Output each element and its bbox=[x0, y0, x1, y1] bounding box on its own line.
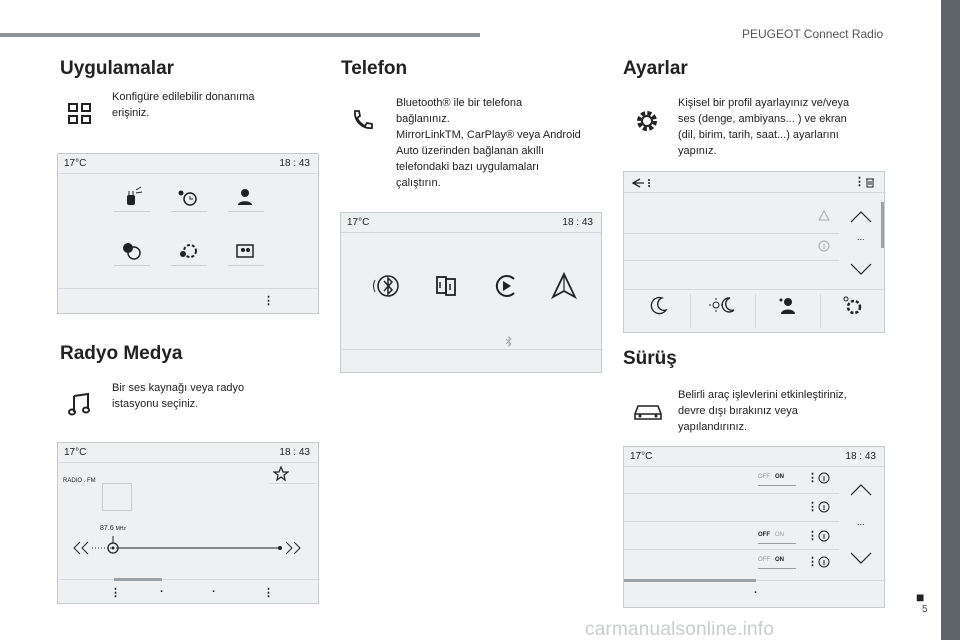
driving-title: Sürüş bbox=[623, 348, 677, 369]
app-tile-timer[interactable] bbox=[171, 184, 207, 212]
frequency-slider[interactable] bbox=[68, 533, 308, 563]
app-tile-user[interactable] bbox=[228, 184, 264, 212]
warning-icon bbox=[818, 210, 830, 222]
watermark: carmanualsonline.info bbox=[585, 619, 775, 640]
settings-screen bbox=[623, 171, 885, 333]
trash-icon[interactable] bbox=[864, 176, 876, 188]
chevron-up-icon[interactable] bbox=[850, 210, 872, 224]
phone-icon bbox=[350, 108, 374, 132]
more-menu-icon[interactable]: ⋮ bbox=[854, 176, 865, 188]
timer-icon bbox=[171, 184, 207, 210]
app-tile-plug[interactable] bbox=[114, 184, 150, 212]
header-title: PEUGEOT Connect Radio bbox=[742, 27, 884, 41]
radio-description: Bir ses kaynağı veya radyo istasyonu seçiniz. bbox=[112, 382, 245, 410]
android-auto-icon[interactable] bbox=[549, 271, 579, 301]
more-menu-icon[interactable]: ⋮ bbox=[807, 472, 818, 484]
gear-icon bbox=[171, 238, 207, 264]
section-marker: ■ bbox=[916, 589, 925, 605]
status-bar: 17°C 18 : 43 bbox=[58, 154, 318, 174]
plug-icon bbox=[114, 184, 150, 210]
toggle-off-on[interactable]: OFF ON bbox=[758, 532, 785, 538]
mirrorlink-icon[interactable] bbox=[431, 271, 461, 301]
more-menu-icon[interactable]: ⋮ bbox=[807, 556, 818, 568]
nav-dot[interactable]: · bbox=[160, 586, 164, 598]
info-icon[interactable] bbox=[818, 530, 830, 542]
side-tab bbox=[941, 0, 960, 640]
music-note-icon bbox=[68, 392, 92, 416]
night-mode-icon[interactable] bbox=[648, 294, 670, 316]
phone-title: Telefon bbox=[341, 58, 408, 79]
more-menu-icon[interactable]: ⋮ bbox=[807, 501, 818, 513]
scrollbar[interactable] bbox=[881, 202, 884, 248]
more-menu-icon[interactable]: ⋮ bbox=[263, 587, 274, 599]
radio-source: RADIO . FM bbox=[63, 478, 96, 484]
toggle-off-on[interactable]: OFF ON bbox=[758, 557, 785, 563]
nav-dot[interactable]: · bbox=[754, 587, 758, 599]
profile-icon[interactable] bbox=[776, 294, 798, 316]
bluetooth-icon[interactable] bbox=[371, 271, 401, 301]
chevron-up-icon[interactable] bbox=[850, 483, 872, 497]
carplay-icon[interactable] bbox=[491, 271, 521, 301]
radio-title: Radyo Medya bbox=[60, 343, 183, 364]
more-indicator: ... bbox=[857, 517, 865, 527]
apps-screen bbox=[57, 153, 319, 314]
star-icon[interactable] bbox=[273, 465, 289, 481]
day-night-icon[interactable] bbox=[708, 294, 738, 316]
info-icon[interactable] bbox=[818, 556, 830, 568]
info-icon[interactable] bbox=[818, 501, 830, 513]
gear-icon[interactable] bbox=[840, 294, 864, 316]
chevron-down-icon[interactable] bbox=[850, 551, 872, 565]
message-icon bbox=[114, 238, 150, 264]
info-icon bbox=[818, 240, 830, 252]
apps-description: Konfigüre edilebilir donanıma erişiniz. bbox=[112, 91, 255, 119]
chevron-down-icon[interactable] bbox=[850, 262, 872, 276]
contacts-icon bbox=[228, 238, 264, 264]
active-tab-indicator bbox=[114, 578, 162, 581]
more-menu-icon[interactable]: ⋮ bbox=[807, 530, 818, 542]
back-arrow-icon[interactable] bbox=[628, 176, 652, 190]
app-tile-messages[interactable] bbox=[114, 238, 150, 266]
radio-screen: 17°C 18 : 43 RADIO . FM 87.6 MHz ⋮ · · ⋮ bbox=[57, 442, 319, 604]
car-icon bbox=[632, 400, 664, 422]
bluetooth-status-icon bbox=[505, 336, 513, 348]
more-indicator: ... bbox=[857, 232, 865, 242]
page-number: 5 bbox=[922, 604, 928, 615]
station-artwork bbox=[102, 483, 132, 511]
app-tile-settings[interactable] bbox=[171, 238, 207, 266]
info-icon[interactable] bbox=[818, 472, 830, 484]
frequency-value: 87.6 MHz bbox=[100, 525, 126, 532]
settings-gear-icon bbox=[633, 107, 661, 135]
active-tab-indicator bbox=[624, 579, 756, 582]
driving-description: Belirli araç işlevlerini etkinleştiriniz, devre dışı bırakınız veya yapılandırınız. bbox=[678, 389, 847, 433]
more-menu-icon[interactable]: ⋮ bbox=[263, 295, 274, 307]
app-tile-contacts[interactable] bbox=[228, 238, 264, 266]
list-icon[interactable]: ⋮ bbox=[110, 587, 121, 599]
settings-description: Kişisel bir profil ayarlayınız ve/veya ses (denge, ambiyans... ) ve ekran (dil, birim, tarih, saat...) ayarlarını yapınız. bbox=[678, 97, 850, 157]
phone-description: Bluetooth® ile bir telefona bağlanınız. MirrorLinkTM, CarPlay® veya Android Auto üzerinden bağlanan akıllı telefondaki bazı uygulamaları çalıştırın. bbox=[396, 97, 581, 189]
toggle-off-on[interactable]: OFF ON bbox=[758, 474, 785, 480]
user-icon bbox=[228, 184, 264, 210]
phone-screen: 17°C 18 : 43 bbox=[340, 212, 602, 373]
nav-dot[interactable]: · bbox=[212, 586, 216, 598]
settings-title: Ayarlar bbox=[623, 58, 688, 79]
apps-title: Uygulamalar bbox=[60, 58, 175, 79]
apps-grid-icon bbox=[68, 103, 92, 125]
header-rule bbox=[0, 33, 480, 37]
driving-screen: 17°C 18 : 43 OFF ON OFF ON OFF ON ⋮ ⋮ ⋮ ⋮ ... · bbox=[623, 446, 885, 608]
